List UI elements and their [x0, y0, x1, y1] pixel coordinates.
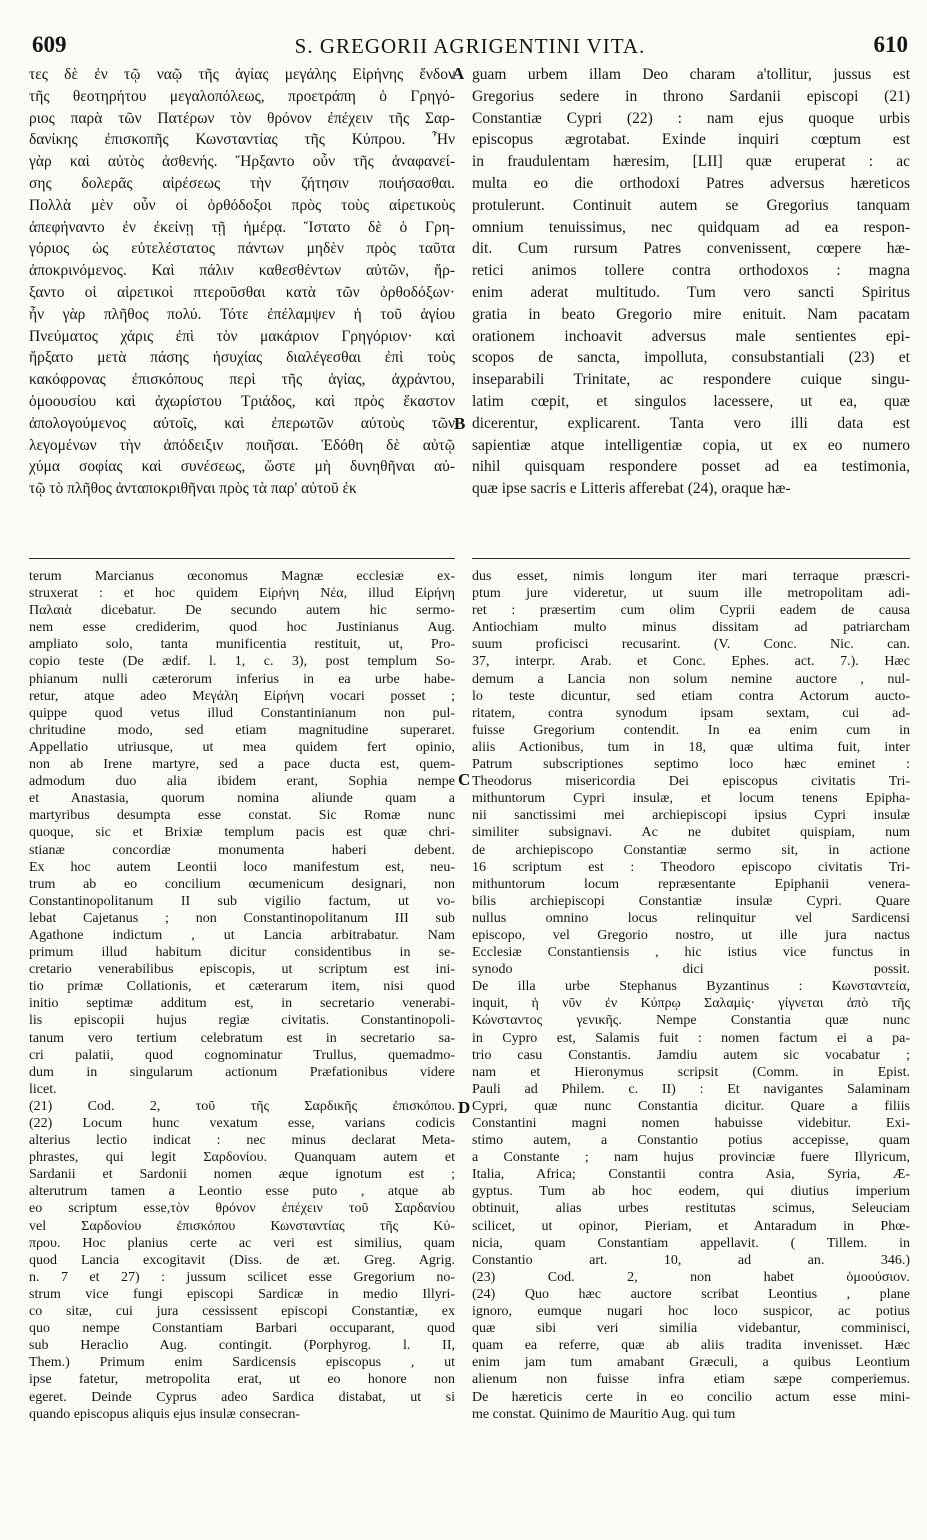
greek-text-line: χύμα σοφίας καὶ συνέσεως, ὥστε μὴ δυνηθῆναι αὐ-	[29, 458, 455, 476]
note-line: dus esset, nimis longum iter mari terraque præscri-	[472, 569, 910, 584]
note-line: synodo dici possit.	[472, 962, 910, 978]
greek-text-line: ἀπεφήναντο ἐν ἐκείνῃ τῇ ἡμέρᾳ. Ἵστατο δὲ ὁ Γρη-	[29, 218, 455, 236]
notes-column-right	[472, 568, 910, 1423]
greek-text-line: τῆς θεοτηρήτου μεγαλοπόλεως, προετράπη ὁ Γρηγό-	[29, 87, 455, 105]
notes-divider-left	[29, 558, 455, 559]
note-line: Patrum subscriptiones septimo loco hæc eminet :	[472, 757, 910, 773]
greek-text-line: σης δολερᾶς αἱρέσεως τὴν ζήτησιν ποιήσασθαι.	[29, 174, 455, 192]
page-header	[32, 32, 908, 60]
latin-text-line: omnium tenuissimus, nec quidquam ad ea respon-	[472, 218, 910, 236]
note-line: suum proficisci recusarint. (V. Conc. Nic. can.	[472, 637, 910, 653]
note-line: lis episcopii hujus regiæ civitatis. Constantinopoli-	[29, 1013, 455, 1029]
note-line: quæ sibi veri similia videbantur, comminisci,	[472, 1321, 910, 1337]
note-line: alterutrum tamen a Leontio esse puto , atque ab	[29, 1184, 455, 1200]
note-line: Antiochiam multo minus dissitam ad patriarcham	[472, 620, 910, 636]
note-line: aliis Actionibus, tum in 18, quæ ultima fuit, inter	[472, 739, 910, 755]
latin-text-line: in fraudulentam hæresim, [LII] quæ eruperat : ac	[472, 153, 910, 171]
note-line: fuisse Gregorium contendit. In ea enim cum in	[472, 722, 910, 738]
note-line: Constantio art. 10, ad an. 346.)	[472, 1252, 910, 1268]
note-line: Sardanii et Sardonii nomen æque ignotum est ;	[29, 1167, 455, 1183]
note-line: mithuntorum locum repræsentante Epiphanii venera-	[472, 876, 910, 892]
greek-text-line: ἀπολογούμενος αὐτοῖς, καὶ ἐπερωτῶν αὐτοὺς τῶν	[29, 414, 455, 432]
margin-marker-d: D	[458, 1098, 471, 1117]
note-line: episcopo, vel Gregorio nostro, ut ille jura nactus	[472, 927, 910, 943]
note-line: cretario venerabilibus episcopis, ut scriptum est ini-	[29, 962, 455, 978]
page-number-right: 610	[873, 32, 908, 57]
note-line: enim jam tum amabant Græculi, a quibus Leontium	[472, 1355, 910, 1371]
note-line: primum illud habitum dicitur considentibus in se-	[29, 945, 455, 961]
note-line: 16 scriptum est : Theodoro episcopo civitatis Tri-	[472, 859, 910, 875]
note-line: martyribus desumpta esse constat. Sic Romæ nunc	[29, 808, 455, 824]
note-line: n. 7 et 27) : jussum scilicet esse Gregorium no-	[29, 1269, 455, 1285]
greek-text-line: ὁμοουσίου καὶ ἀχωρίστου Τριάδος, καὶ πρὸς ἕκαστον	[29, 392, 455, 410]
note-line: ignoro, eumque nugari hoc loco suspicor, ac potius	[472, 1304, 910, 1320]
greek-text-line: γὰρ καὶ αὐτὸς ἀσθενής. Ἤρξαντο οὖν τῆς ἀναφανεί-	[29, 153, 455, 171]
note-line: ampliato solo, tanta munificentia restituit, ut, Pro-	[29, 637, 455, 653]
latin-text-line: latim cœpit, et singulos lacessere, ut ea, quæ	[472, 392, 910, 410]
note-line: struxerat : et hoc quidem Εἰρήνη Νέα, illud Εἰρήνη	[29, 586, 455, 602]
note-line: tanum vero tertium celebratum est in secretario sa-	[29, 1030, 455, 1046]
note-line: ritatem, contra synodum ipsam sextam, cui ad-	[472, 705, 910, 721]
note-line: De illa urbe Stephanus Byzantinus : Κωνσταντεία,	[472, 979, 910, 995]
note-line: a Constante ; nam hujus provinciæ fuere Illyricum,	[472, 1150, 910, 1166]
greek-text-line: τῷ τὸ πλῆθος ἀνταποκριθῆναι πρὸς τὰ παρ' αὐτοῦ ἐκ	[29, 480, 357, 498]
note-line: strum vice fungi episcopi Sardicæ in medio Illyri-	[29, 1286, 455, 1302]
margin-marker-a: A	[452, 64, 465, 83]
note-line: chritudine modo, sed etiam magnitudine superaret.	[29, 722, 455, 738]
latin-text-line: multa eo die orthodoxi Patres adversus hæreticos	[472, 174, 910, 192]
note-line: 37, interpr. Arab. et Conc. Ephes. act. 7.). Hæc	[472, 654, 910, 670]
note-line: Pauli ad Philem. c. II) : Et navigantes Salaminam	[472, 1081, 910, 1097]
note-line: demum a Lancia non solum nemine auctore , nul-	[472, 671, 910, 687]
latin-text-line: enim aderat multitudo. Tum vero sancti Spiritus	[472, 283, 910, 301]
note-line: (24) Quo hæc auctore scribat Leontius , plane	[472, 1286, 910, 1302]
note-line: (23) Cod. 2, non habet ὁμοούσιον.	[472, 1269, 910, 1285]
latin-text-line: gratia in beato Gregorio mire enituit. Nam pacatam	[472, 305, 910, 323]
note-line: quam ea referre, quæ ab aliis tradita invenisset. Hæc	[472, 1338, 910, 1354]
note-line: Κώνσταντος γενικῆς. Nempe Constantia quæ nunc	[472, 1013, 910, 1029]
note-line: cri palatii, quod cognominatur Trullus, quemadmo-	[29, 1047, 455, 1063]
latin-text-line: dicerentur, explicarent. Tanta vero illi data est	[472, 414, 910, 432]
note-line: nicia, quam Constantiam appellavit. ( Tillem. in	[472, 1235, 910, 1251]
note-line: et Anastasia, quorum nomina aliunde quam a	[29, 791, 455, 807]
note-line: licet.	[29, 1081, 57, 1097]
latin-text-line: orationem inchoavit adversus male sentientes epi-	[472, 327, 910, 345]
note-line: quando episcopus aliquis ejus insulæ consecran-	[29, 1406, 301, 1422]
greek-text-line: Πολλὰ μὲν οὖν οἱ ὀρθόδοξοι πρὸς τοὺς αἱρετικοὺς	[29, 196, 455, 214]
note-line: alterius lectio indicat : nec minus declarat Meta-	[29, 1133, 455, 1149]
note-line: nem esse crediderim, quod hoc Justinianus Aug.	[29, 620, 455, 636]
latin-text-line: Gregorius sedere in throno Sardanii episcopi (21)	[472, 87, 910, 105]
note-line: dum in singularum actionum Præfationibus videre	[29, 1064, 455, 1080]
greek-text-line: γόριος ὡς εὐτελέστατος πάντων μηδὲν πρὸς ταῦτα	[29, 240, 455, 258]
note-line: quippe quod vetus illud Constantinianum non pul-	[29, 705, 455, 721]
note-line: nam et Hieronymus scripsit (Comm. in Epist.	[472, 1064, 910, 1080]
note-line: sub Heraclio Aug. contingit. (Porphyrog. l. II,	[29, 1338, 455, 1354]
note-line: (21) Cod. 2, τοῦ τῆς Σαρδικῆς ἐπισκόπου.	[29, 1098, 455, 1114]
greek-text-line: ἤρξατο μετὰ πάσης ἡσυχίας διαλέγεσθαι ἐπὶ τοὺς	[29, 349, 455, 367]
note-line: nii sanctissimi mei archiepiscopi ipsius Cypri insulæ	[472, 808, 910, 824]
note-line: similiter subsignavi. Ac ne dubitet quispiam, num	[472, 825, 910, 841]
latin-text-line: dit. Cum rursum Patres convenissent, cœpere hæ-	[472, 240, 910, 258]
note-line: non ab Irene martyre, sed a pace ducta est, quem-	[29, 757, 455, 773]
note-line: tio primæ Collationis, et cæterarum item, nisi quod	[29, 979, 455, 995]
note-line: phrastes, qui legit Σαρδονίου. Quanquam autem et	[29, 1150, 455, 1166]
margin-marker-c: C	[458, 770, 471, 789]
page-number-left: 609	[32, 32, 67, 57]
note-line: Constantinopolitanum II sub vigilio factum, ut vo-	[29, 893, 455, 909]
note-line: quod Lancia excogitavit (Diss. de æt. Greg. Agrig.	[29, 1252, 455, 1268]
note-line: ptum jure videretur, ut suum ille metropolitam adi-	[472, 586, 910, 602]
note-line: eo scriptum esse,τὸν θρόνον ἐπέχειν τοῦ Σαρδανίου	[29, 1201, 455, 1217]
note-line: egeret. Deinde Cyprus adeo Sardica distabat, ut si	[29, 1389, 455, 1405]
note-line: lebat Cajetanus ; non Constantinopolitanum III sub	[29, 910, 455, 926]
greek-text-line: ριος παρὰ τῶν Πατέρων τὸν θρόνον ἐπέχειν τῆς Σαρ-	[29, 109, 455, 127]
note-line: co sitæ, cui jura cessissent episcopi Constantiæ, ex	[29, 1304, 455, 1320]
note-line: lo teste dicuntur, sed etiam contra Actorum aucto-	[472, 688, 910, 704]
note-line: Cypri, quæ nunc Constantia dicitur. Quare a filiis	[472, 1098, 910, 1114]
note-line: gyptus. Tum ab hoc eodem, qui diutius imperium	[472, 1184, 910, 1200]
note-line: ipse fatetur, metropolita erat, ut eo honore non	[29, 1372, 455, 1388]
note-line: stimo autem, a Constantio potius accepisse, quam	[472, 1133, 910, 1149]
latin-text-line: Constantiæ Cypri (22) : nam ejus quoque urbis	[472, 109, 910, 127]
latin-text-line: protulerunt. Continuit autem se Gregorius tanquam	[472, 196, 910, 214]
note-line: Agathone indictum , ut Lancia arbitrabatur. Nam	[29, 927, 455, 943]
latin-text-line: episcopus ægrotabat. Exinde inquiri cœptum est	[472, 131, 910, 149]
latin-text-line: sapientiæ atque intelligentiæ copia, ut ex eo numero	[472, 436, 910, 454]
greek-text-line: λεγομένων τὴν ἀπόδειξιν ποιῆσαι. Ἐδόθη δὲ αὐτῷ	[29, 436, 455, 454]
notes-divider-right	[472, 558, 910, 559]
note-line: alienum non fuisse infra etiam sæpe comperiemus.	[472, 1372, 910, 1388]
note-line: Παλαιὰ dicebatur. De secundo autem hic sermo-	[29, 603, 455, 619]
running-title: S. GREGORII AGRIGENTINI VITA.	[294, 34, 646, 58]
note-line: nullus omnino locus relinquitur vel Sardicensi	[472, 910, 910, 926]
latin-text-line: nihil quisquam respondere posset ad ea testimonia,	[472, 458, 910, 476]
latin-text-line: quæ ipse sacris e Litteris afferebat (24), oraque hæ-	[472, 480, 791, 498]
note-line: Them.) Primum enim Sardicensis episcopus , ut	[29, 1355, 455, 1371]
greek-text-line: ἀποκρινόμενος. Καὶ πάλιν καθεσθέντων αὐτῶν, ἤρ-	[29, 262, 455, 280]
greek-text-line: ἦν γὰρ πλῆθος πολύ. Τότε ἐπέλαμψεν ἡ τοῦ ἁγίου	[29, 305, 455, 323]
notes-column-left	[29, 568, 455, 1423]
margin-marker-b: B	[454, 414, 466, 433]
note-line: Italia, Africa; Constantii contra Asia, Syria, Æ-	[472, 1167, 910, 1183]
note-line: terum Marcianus œconomus Magnæ ecclesiæ ex-	[29, 569, 455, 584]
note-line: bilis archiepiscopi Constantiæ insulæ Cypri. Quare	[472, 893, 910, 909]
latin-text-line: retici animos tollere contra orthodoxos : magna	[472, 262, 910, 280]
note-line: Ecclesiæ Constantiensis , hic istius vice functus in	[472, 945, 910, 961]
note-line: De hæreticis certe in eo concilio actum esse mini-	[472, 1389, 910, 1405]
note-line: πρου. Hoc planius certe ac veri est similius, quam	[29, 1235, 455, 1251]
note-line: mithuntorum Cypri insulæ, et locum tenens Epipha-	[472, 791, 910, 807]
note-line: Appellatio utriusque, ut mea quidem fert opinio,	[29, 739, 455, 755]
note-line: (22) Locum hunc vexatum esse, varians codicis	[29, 1116, 455, 1131]
note-line: scilicet, ut opinor, Pieriam, et Antaradum in Phœ-	[472, 1218, 910, 1234]
note-line: Theodorus misericordia Dei episcopus civitatis Tri-	[472, 774, 910, 790]
greek-text-column	[29, 64, 455, 500]
latin-text-line: scopos de sancta, impolluta, consubstantiali (23) et	[472, 349, 910, 367]
note-line: me constat. Quinimo de Mauritio Aug. qui tum	[472, 1406, 736, 1422]
note-line: vel Σαρδονίου ἐπισκόπου Κωνσταντίας τῆς Κύ-	[29, 1218, 455, 1234]
note-line: quoque, sic et Brixiæ templum pacis est quæ chri-	[29, 825, 455, 841]
note-line: Constantini magni nomen habuisse videbitur. Exi-	[472, 1116, 910, 1131]
note-line: inquit, ἡ νῦν ἐν Κύπρῳ Σαλαμὶς· γίγνεται ἀπὸ τῆς	[472, 996, 910, 1012]
note-line: in Cypro est, Salamis fuit : nomen factum ei a pa-	[472, 1030, 910, 1046]
note-line: quo nempe Constantiam Barbari occuparant, quod	[29, 1321, 455, 1337]
latin-text-line: guam urbem illam Deo charam a'tollitur, jussus est	[472, 66, 910, 83]
note-line: initio septimæ additum est, in secretario venerabi-	[29, 996, 455, 1012]
note-line: Ex hoc autem Leontii loco manifestum est, neu-	[29, 859, 455, 875]
greek-text-line: ξαντο οἱ αἱρετικοὶ πτεροῦσθαι κατὰ τῶν ὀρθοδόξων·	[29, 283, 455, 301]
note-line: copio teste (De ædif. l. 1, c. 3), post templum So-	[29, 654, 455, 670]
latin-text-line: inseparabili Trinitate, ac respondere cuique singu-	[472, 371, 910, 389]
note-line: retur, atque adeo Μεγάλη Εἰρήνη vocari posset ;	[29, 688, 455, 704]
greek-text-line: τες δὲ ἐν τῷ ναῷ τῆς ἁγίας μεγάλης Εἰρήνης ἔνδον	[29, 66, 455, 83]
note-line: ret : præsertim cum olim Cyprii eadem de causa	[472, 603, 910, 619]
note-line: stianæ concordiæ monumenta haberi debent.	[29, 842, 455, 858]
latin-text-column	[472, 64, 910, 500]
greek-text-line: κακόφρονας ἐπισκόπους περὶ τῆς ἁγίας, ἀχράντου,	[29, 371, 455, 389]
note-line: de archiepiscopo Constantiæ sermo sit, in actione	[472, 842, 910, 858]
greek-text-line: Πνεύματος χάρις ἐπὶ τὸν μακάριον Γρηγόριον· καὶ	[29, 327, 455, 345]
note-line: obtinuit, alias urbes restitutas scimus, Seleuciam	[472, 1201, 910, 1217]
note-line: trum ab eo concilium œcumenicum designari, non	[29, 876, 455, 892]
note-line: trio casu Constantis. Jamdiu autem sic vocabatur ;	[472, 1047, 910, 1063]
greek-text-line: δανίκης ἐπισκοπῆς Κωνσταντίας τῆς Κύπρου. Ἦν	[29, 131, 455, 149]
note-line: phianum nulli cæterorum inferius in ea urbe habe-	[29, 671, 455, 687]
note-line: admodum duo alia ibidem erant, Sophia nempe	[29, 774, 455, 790]
